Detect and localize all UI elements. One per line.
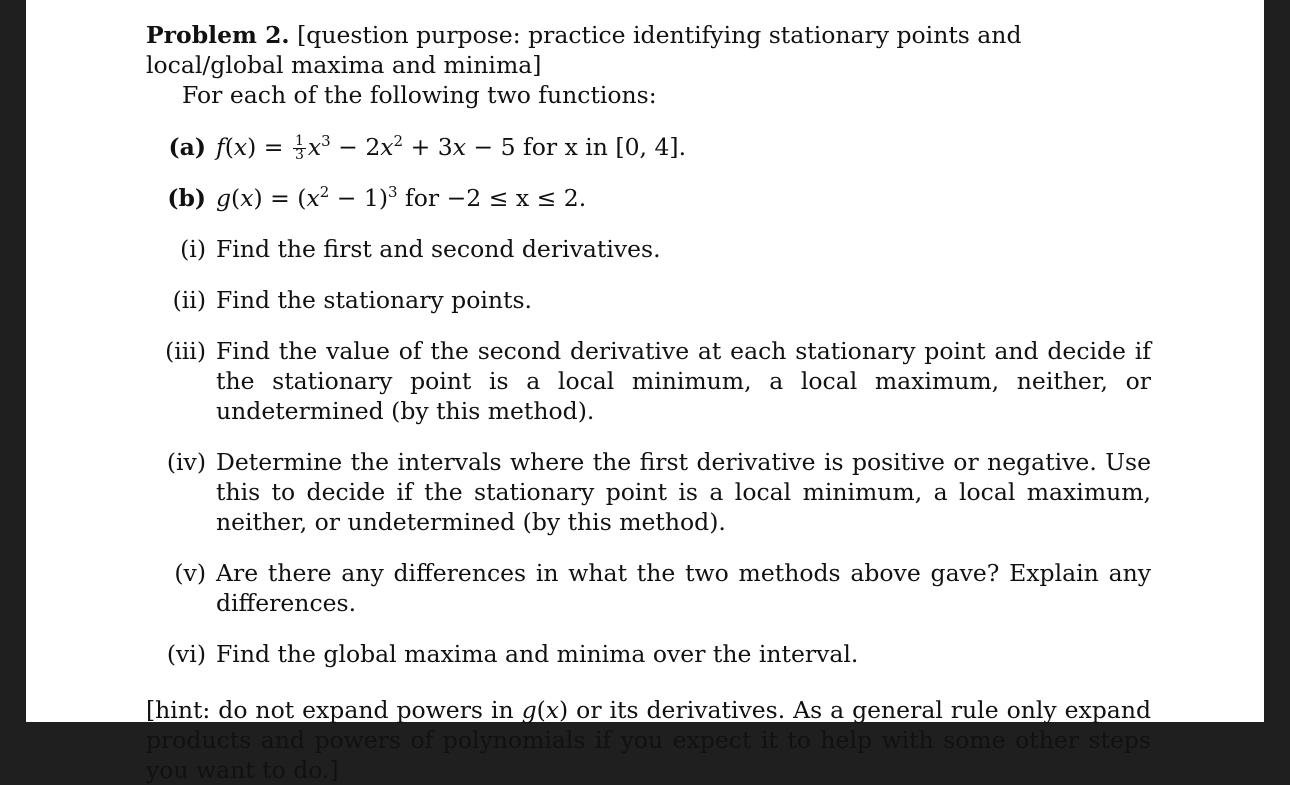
function-b-formula: $g(x) = (x^2 - 1)^3$ for −2 ≤ x ≤ 2. bbox=[216, 183, 587, 212]
step-number: (iv) bbox=[166, 448, 206, 476]
step-text: Find the global maxima and minima over the interval. bbox=[216, 640, 859, 668]
step-item bbox=[146, 447, 1151, 537]
problem-label: Problem 2. bbox=[146, 21, 290, 49]
document-page bbox=[26, 0, 1264, 784]
function-a-domain: for x in [0, 4]. bbox=[523, 133, 687, 161]
question-purpose: [question purpose: practice identifying stationary points and local/global maxima and minima] bbox=[146, 21, 1022, 79]
step-text: Find the stationary points. bbox=[216, 286, 532, 314]
function-b-label: (b) bbox=[167, 184, 206, 212]
step-item bbox=[146, 285, 1151, 315]
function-a-formula: f(x) = $\frac{1}{3}$ $x^3 - 2x^2 + 3x - 5$ for x in [0, 4]. bbox=[216, 132, 687, 163]
hint-paragraph: [hint: do not expand powers in g(x) or its derivatives. As a general rule only expand products and powers of polynomials if you expect it to help with some other steps you want to do.] bbox=[146, 696, 1151, 784]
function-a-label: (a) bbox=[168, 133, 206, 161]
step-list bbox=[146, 234, 1151, 669]
function-list bbox=[146, 132, 1151, 213]
step-number: (ii) bbox=[172, 286, 206, 314]
problem-content bbox=[146, 20, 1151, 785]
hint-text-start: [hint: do not expand powers in bbox=[146, 696, 522, 724]
step-text: Are there any differences in what the two methods above gave? Explain any differences. bbox=[216, 559, 1151, 617]
problem-intro: For each of the following two functions: bbox=[182, 81, 657, 109]
step-text: Determine the intervals where the first derivative is positive or negative. Use this to decide if the stationary point is a local minimum, a local maximum, neither, or undetermined (by this method). bbox=[216, 448, 1151, 536]
function-b-domain: for −2 ≤ x ≤ 2. bbox=[405, 184, 587, 212]
step-number: (iii) bbox=[165, 337, 206, 365]
step-item bbox=[146, 639, 1151, 669]
step-item bbox=[146, 336, 1151, 426]
function-b bbox=[146, 183, 1151, 213]
function-a bbox=[146, 132, 1151, 162]
problem-heading bbox=[146, 20, 1151, 80]
step-text: Find the value of the second derivative at each stationary point and decide if the stationary point is a local minimum, a local maximum, neither, or undetermined (by this method). bbox=[216, 337, 1151, 425]
hint-text-end: or its derivatives. As a general rule only expand products and powers of polynomials if you expect it to help with some other steps you want to do.] bbox=[146, 696, 1151, 784]
step-number: (vi) bbox=[166, 640, 206, 668]
step-text: Find the first and second derivatives. bbox=[216, 235, 661, 263]
step-number: (v) bbox=[174, 559, 206, 587]
step-item bbox=[146, 558, 1151, 618]
step-number: (i) bbox=[180, 235, 206, 263]
step-item bbox=[146, 234, 1151, 264]
fraction-one-third: $\frac{1}{3}$ bbox=[294, 133, 304, 163]
